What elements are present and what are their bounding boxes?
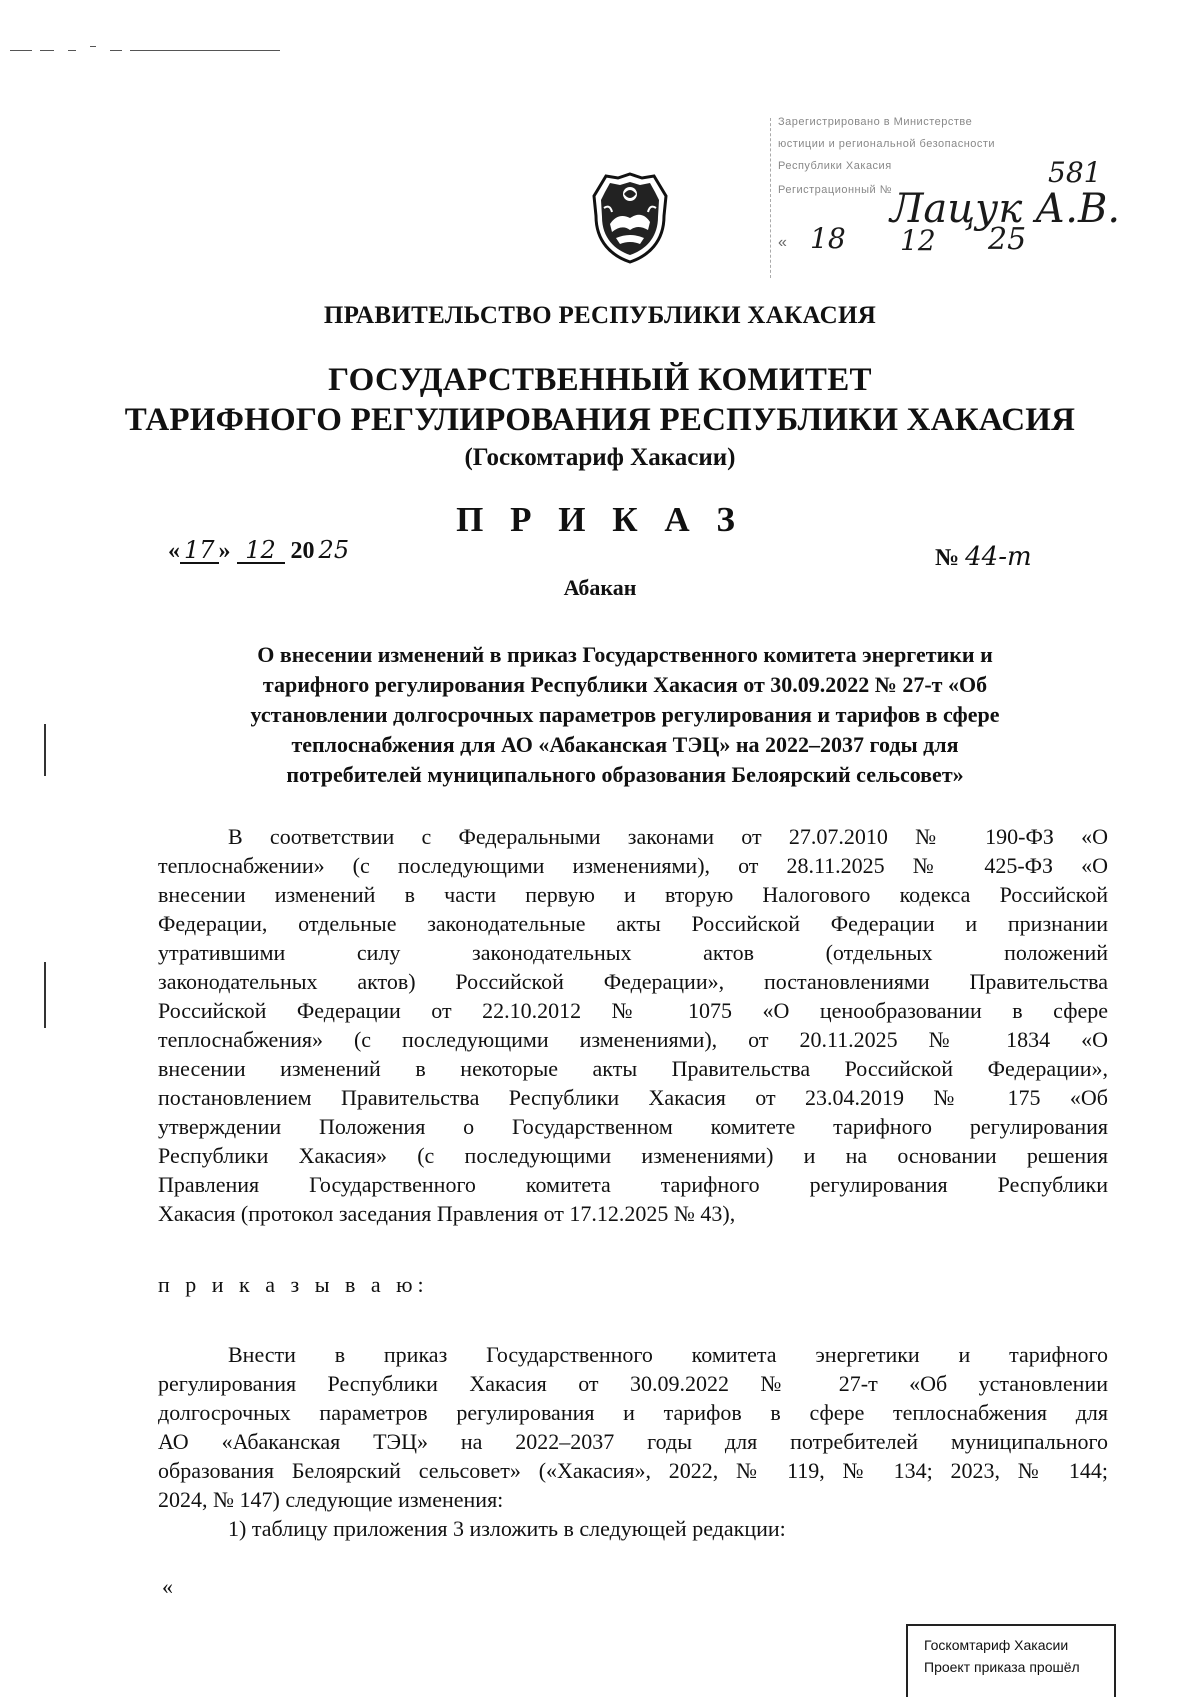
stamp-text: Регистрационный № (778, 184, 893, 196)
government-heading: ПРАВИТЕЛЬСТВО РЕСПУБЛИКИ ХАКАСИЯ (323, 302, 877, 329)
text-line: Федерации, отдельные законодательные акты Российской Федерации и признании (158, 911, 1108, 936)
registration-stamp (770, 108, 1121, 278)
stamp-line: Госкомтариф Хакасии (924, 1637, 1069, 1653)
scan-edge-mark (44, 962, 46, 1028)
list-item-1: 1) таблицу приложения 3 изложить в следующей редакции: (228, 1516, 786, 1541)
text-line: В соответствии с Федеральными законами от 27.07.2010 № 190-ФЗ «О (228, 824, 1108, 849)
body-paragraph (158, 1340, 1108, 1543)
title-line: О внесении изменений в приказ Государственного комитета энергетики и (257, 642, 993, 667)
text-line: АО «Абаканская ТЭЦ» на 2022–2037 годы для потребителей муниципального (158, 1429, 1108, 1454)
reg-date-year: 25 (988, 222, 1027, 257)
stamp-line: Проект приказа прошёл (924, 1659, 1080, 1675)
reg-date-day: 18 (810, 222, 846, 255)
preamble-paragraph (158, 822, 1108, 1228)
text-line: законодательных актов) Российской Федерации», постановлениями Правительства (158, 969, 1108, 994)
order-directive-word: п р и к а з ы в а ю: (158, 1272, 429, 1297)
text-line: Внести в приказ Государственного комитета энергетики и тарифного (228, 1342, 1108, 1367)
committee-short-name: (Госкомтариф Хакасии) (464, 444, 736, 471)
document-type-title: П Р И К А З (456, 500, 744, 539)
text-line: теплоснабжении» (с последующими изменениями), от 28.11.2025 № 425-ФЗ «О (158, 853, 1108, 878)
approval-stamp (906, 1624, 1116, 1697)
text-line: Правления Государственного комитета тарифного регулирования Республики (158, 1172, 1108, 1197)
city-name: Абакан (563, 575, 637, 600)
date-century: 20 (290, 538, 315, 564)
order-date (168, 538, 353, 565)
text-line: Хакасия (протокол заседания Правления от 17.12.2025 № 43), (158, 1201, 736, 1226)
date-year: 25 (318, 536, 350, 564)
scan-artifact (10, 44, 280, 56)
stamp-text: Зарегистрировано в Министерстве (778, 116, 973, 128)
stamp-border (770, 118, 772, 278)
title-line: потребителей муниципального образования Белоярский сельсовет» (286, 762, 964, 787)
registrar-signature: Лацук А.В. (890, 186, 1121, 232)
text-line: внесении изменений в некоторые акты Правительства Российской Федерации», (158, 1056, 1108, 1081)
date-close-quote: » (218, 538, 231, 564)
text-line: постановлением Правительства Республики Хакасия от 23.04.2019 № 175 «Об (158, 1085, 1108, 1110)
title-line: теплоснабжения для АО «Абаканская ТЭЦ» на 2022–2037 годы для (291, 732, 959, 757)
text-line: 2024, № 147) следующие изменения: (158, 1487, 504, 1512)
text-line: утверждении Положения о Государственном комитете тарифного регулирования (158, 1114, 1108, 1139)
reg-date-month: 12 (900, 224, 936, 257)
text-line: теплоснабжения» (с последующими изменениями), от 20.11.2025 № 1834 «О (158, 1027, 1108, 1052)
number-label: № (935, 545, 960, 571)
scan-edge-mark (44, 724, 46, 776)
text-line: Российской Федерации от 22.10.2012 № 1075 «О ценообразовании в сфере (158, 998, 1108, 1023)
text-line: утратившими силу законодательных актов (отдельных положений (158, 940, 1108, 965)
text-line: внесении изменений в части первую и вторую Налогового кодекса Российской (158, 882, 1108, 907)
order-number (935, 542, 1032, 572)
date-open-quote: « (168, 538, 180, 564)
reg-number: 581 (1048, 156, 1102, 189)
title-line: установлении долгосрочных параметров регулирования и тарифов в сфере (250, 702, 1000, 727)
committee-heading-line1: ГОСУДАРСТВЕННЫЙ КОМИТЕТ (328, 362, 872, 398)
text-line: долгосрочных параметров регулирования и тарифов в сфере теплоснабжения для (158, 1400, 1108, 1425)
date-day: 17 (180, 538, 219, 564)
date-month: 12 (237, 538, 285, 564)
opening-quote: « (162, 1574, 173, 1599)
title-line: тарифного регулирования Республики Хакасия от 30.09.2022 № 27-т «Об (262, 672, 988, 697)
text-line: регулирования Республики Хакасия от 30.09.2022 № 27-т «Об установлении (158, 1371, 1108, 1396)
text-line: образования Белоярский сельсовет» («Хакасия», 2022, № 119, № 134; 2023, № 144; (158, 1458, 1108, 1483)
stamp-date-prefix: « (778, 234, 788, 251)
stamp-text: юстиции и региональной безопасности (778, 138, 996, 150)
coat-of-arms-emblem (590, 172, 670, 264)
committee-heading-line2: ТАРИФНОГО РЕГУЛИРОВАНИЯ РЕСПУБЛИКИ ХАКАСИЯ (124, 402, 1076, 438)
order-title (175, 640, 1075, 790)
stamp-text: Республики Хакасия (778, 160, 892, 172)
number-value: 44-т (965, 542, 1032, 572)
text-line: Республики Хакасия» (с последующими изменениями) и на основании решения (158, 1143, 1108, 1168)
